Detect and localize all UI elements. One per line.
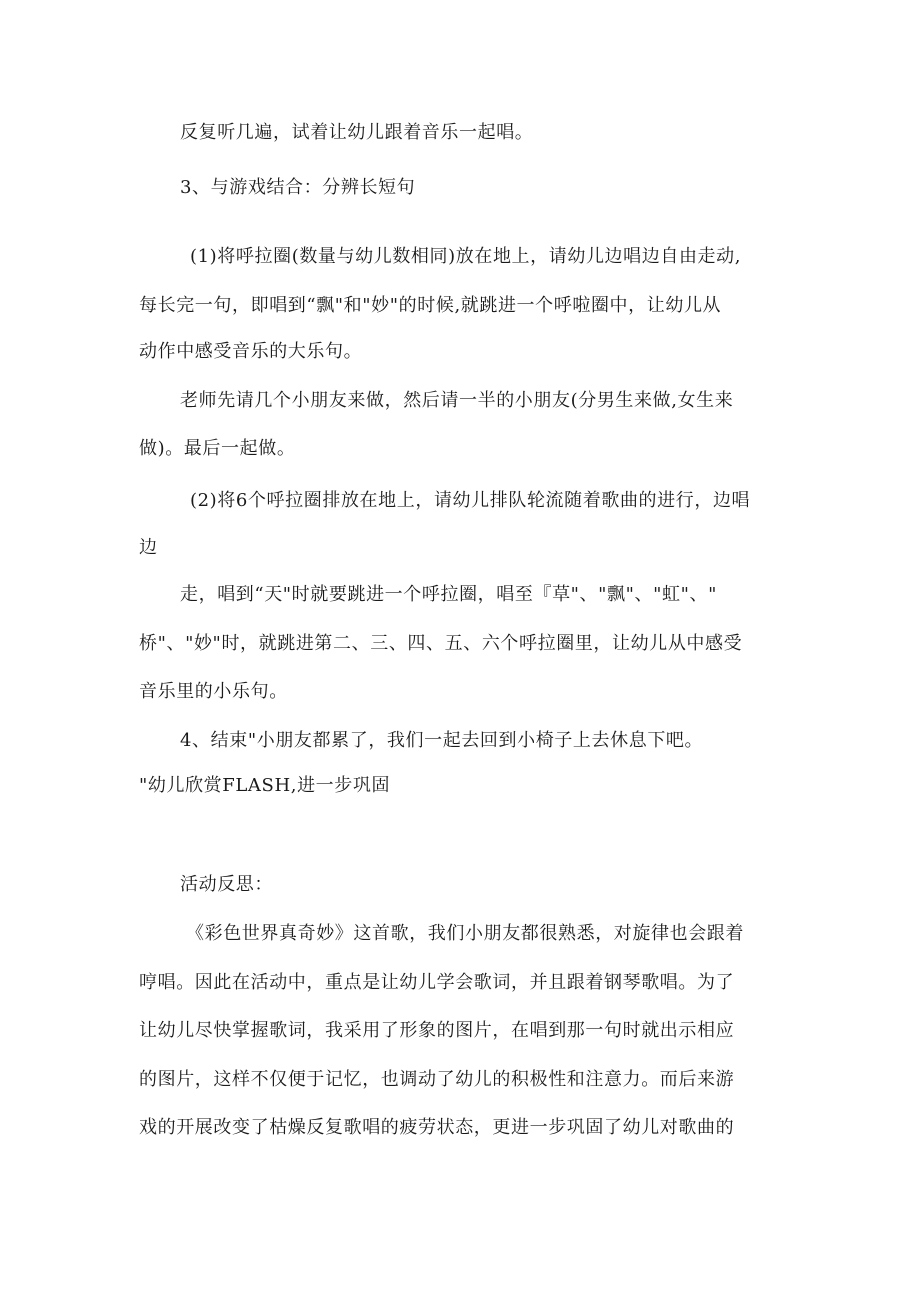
text-line: (2)将6个呼拉圈排放在地上，请幼儿排队轮流随着歌曲的进行，边唱 (190, 490, 751, 511)
text-line: "幼儿欣赏FLASH,进一步巩固 (139, 775, 391, 796)
text-line: 桥"、"妙"时，就跳进第二、三、四、五、六个呼拉圈里，让幼儿从中感受 (139, 633, 743, 654)
text-line: 哼唱。因此在活动中，重点是让幼儿学会歌词，并且跟着钢琴歌唱。为了 (139, 972, 735, 993)
text-line: 边 (139, 537, 158, 558)
text-line: 让幼儿尽快掌握歌词，我采用了形象的图片，在唱到那一句时就出示相应 (139, 1020, 735, 1041)
text-line: 反复听几遍，试着让幼儿跟着音乐一起唱。 (180, 122, 534, 143)
text-line: 《彩色世界真奇妙》这首歌，我们小朋友都很熟悉，对旋律也会跟着 (186, 923, 744, 944)
text-line: 戏的开展改变了枯燥反复歌唱的疲劳状态，更进一步巩固了幼儿对歌曲的 (139, 1117, 735, 1138)
text-line: 每长完一句，即唱到“飘"和"妙"的时候,就跳进一个呼啦圈中，让幼儿从 (139, 295, 722, 316)
text-line: 走，唱到“天"时就要跳进一个呼拉圈，唱至『草"、"飘"、"虹"、" (180, 584, 717, 605)
text-line: 老师先请几个小朋友来做，然后请一半的小朋友(分男生来做,女生来 (180, 390, 734, 411)
section-heading: 活动反思： (180, 874, 273, 895)
text-line: 做)。最后一起做。 (139, 438, 296, 459)
section-heading: 3、与游戏结合：分辨长短句 (180, 177, 416, 198)
text-line: 的图片，这样不仅便于记忆，也调动了幼儿的积极性和注意力。而后来游 (139, 1069, 735, 1090)
text-line: 音乐里的小乐句。 (139, 681, 288, 702)
text-line: 动作中感受音乐的大乐句。 (139, 341, 363, 362)
text-line: (1)将呼拉圈(数量与幼儿数相同)放在地上，请幼儿边唱边自由走动, (190, 246, 742, 267)
section-heading: 4、结束"小朋友都累了，我们一起去回到小椅子上去休息下吧。 (180, 730, 704, 751)
